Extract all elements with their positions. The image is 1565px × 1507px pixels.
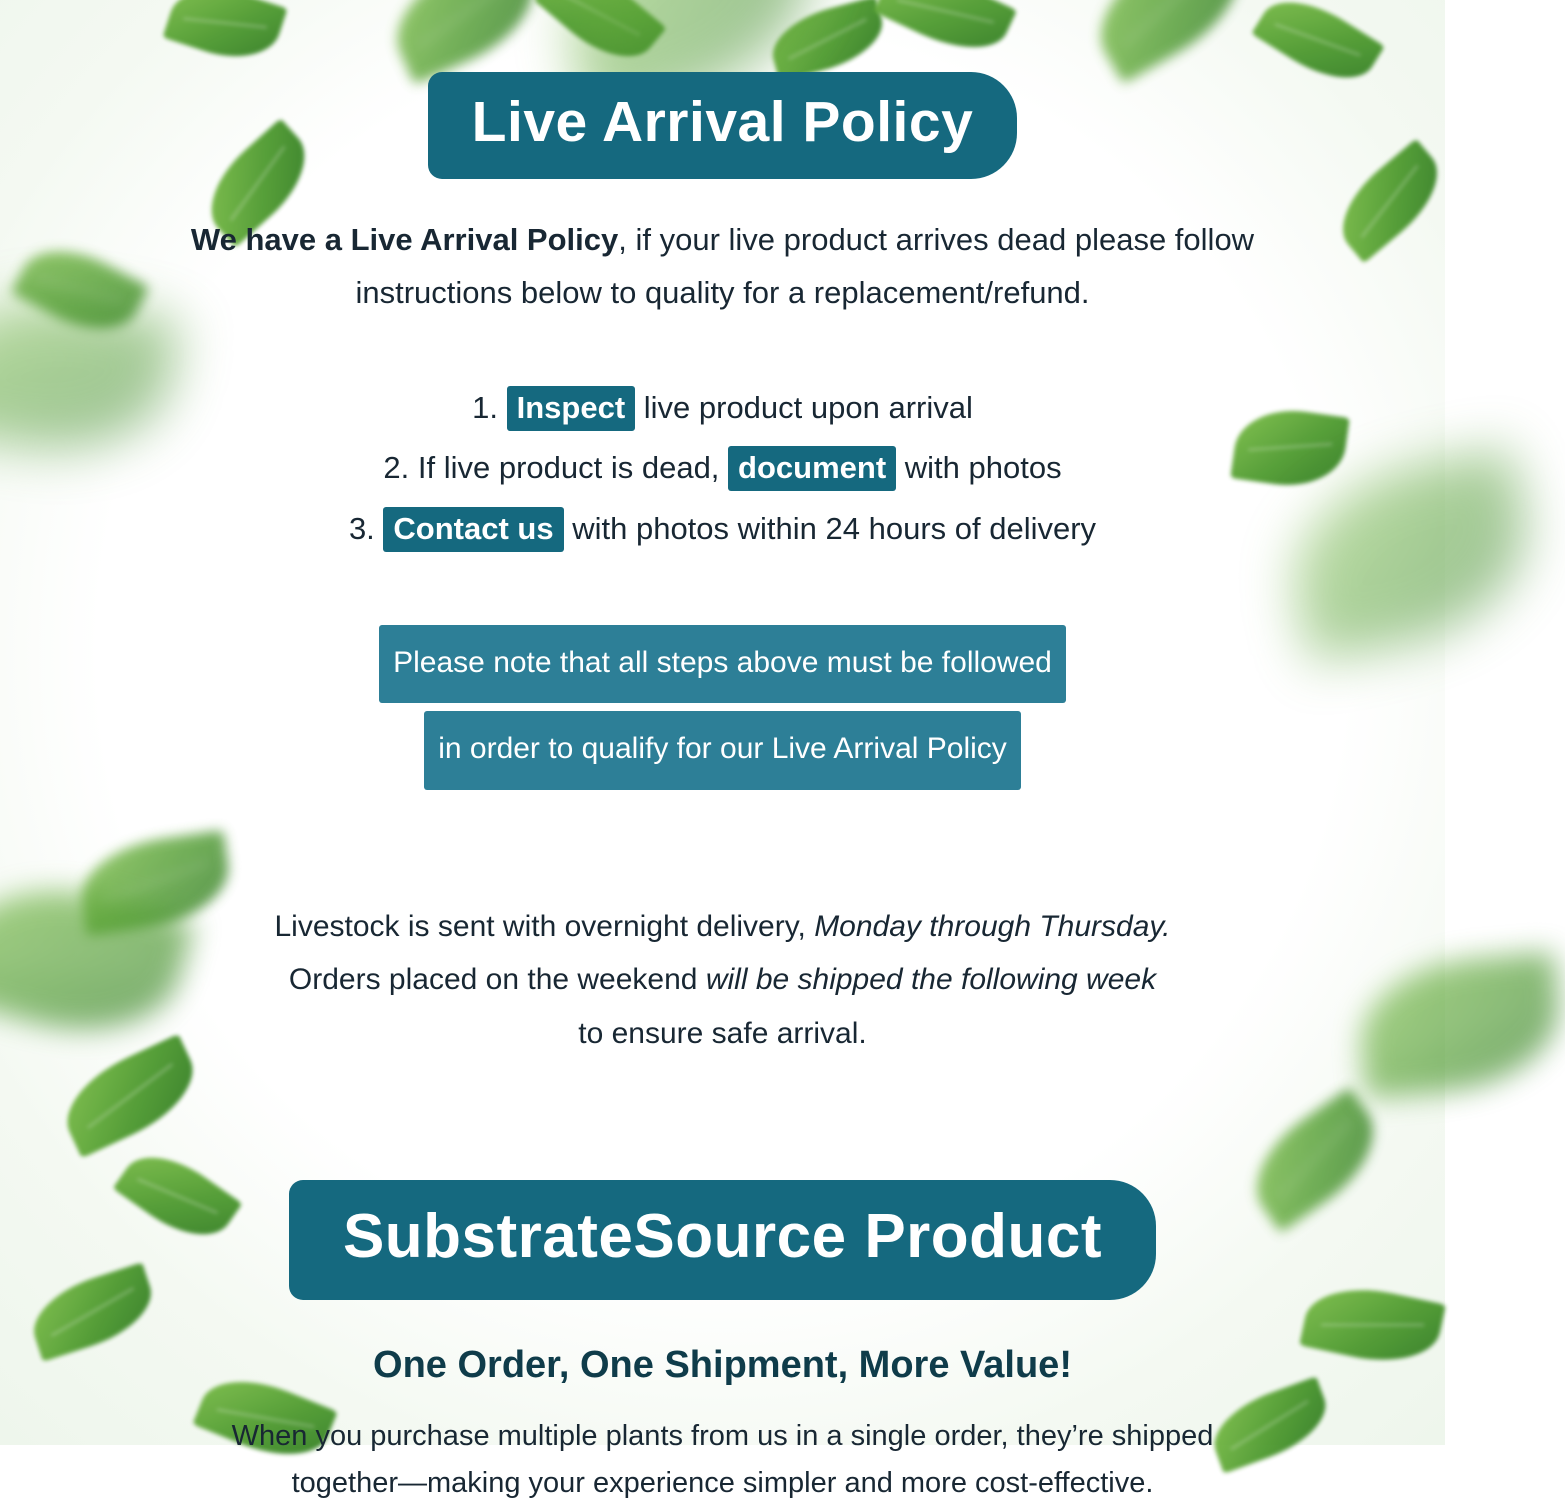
shipping-line-1-plain: Livestock is sent with overnight delivery,	[274, 909, 815, 943]
policy-note	[0, 625, 1445, 790]
step-highlight-inspect: Inspect	[507, 386, 636, 431]
shipping-line-2-plain: Orders placed on the weekend	[288, 963, 706, 997]
substrate-body-line-2: together—making your experience simpler and more cost-effective.	[291, 1467, 1154, 1500]
substrate-banner-row	[0, 1180, 1445, 1300]
list-item	[133, 499, 1313, 559]
shipping-line-2	[223, 953, 1223, 1006]
policy-note-line-2	[0, 711, 1445, 790]
step-number: 2.	[383, 450, 410, 486]
list-item	[133, 378, 1313, 438]
step-text: with photos	[896, 450, 1062, 486]
live-arrival-banner-title: Live Arrival Policy	[428, 72, 1018, 179]
step-text: live product upon arrival	[635, 389, 973, 425]
step-number: 3.	[348, 510, 375, 546]
policy-note-line-1	[0, 625, 1445, 704]
substrate-body	[173, 1413, 1273, 1507]
live-arrival-steps	[133, 378, 1313, 559]
shipping-line-1	[223, 900, 1223, 953]
substrate-section	[0, 1180, 1445, 1507]
policy-note-text-1: Please note that all steps above must be followed	[379, 625, 1066, 704]
step-highlight-document: document	[728, 446, 896, 491]
substrate-body-line-1: When you purchase multiple plants from us in a single order, they’re shipped	[231, 1420, 1214, 1453]
live-arrival-banner-row	[0, 0, 1445, 179]
list-item	[133, 438, 1313, 498]
shipping-line-2-italic: will be shipped the following week	[705, 963, 1157, 997]
live-arrival-intro-bold: We have a Live Arrival Policy	[190, 222, 619, 257]
step-number: 1.	[472, 389, 498, 425]
shipping-line-1-italic: Monday through Thursday.	[814, 909, 1171, 943]
substrate-tagline: One Order, One Shipment, More Value!	[373, 1344, 1072, 1387]
step-text: with photos within 24 hours of delivery	[563, 510, 1097, 546]
substrate-banner-title: SubstrateSource Product	[289, 1180, 1156, 1300]
live-arrival-intro	[163, 213, 1283, 320]
step-pretext: If live product is dead,	[409, 450, 729, 486]
live-arrival-intro-rest: , if your live product arrives dead please follow instructions below to quality for a replacement/refund.	[355, 222, 1255, 311]
step-highlight-contact-us[interactable]: Contact us	[383, 507, 563, 552]
policy-note-text-2: in order to qualify for our Live Arrival Policy	[424, 711, 1021, 790]
shipping-schedule	[223, 900, 1223, 1060]
shipping-line-3: to ensure safe arrival.	[578, 1016, 867, 1050]
